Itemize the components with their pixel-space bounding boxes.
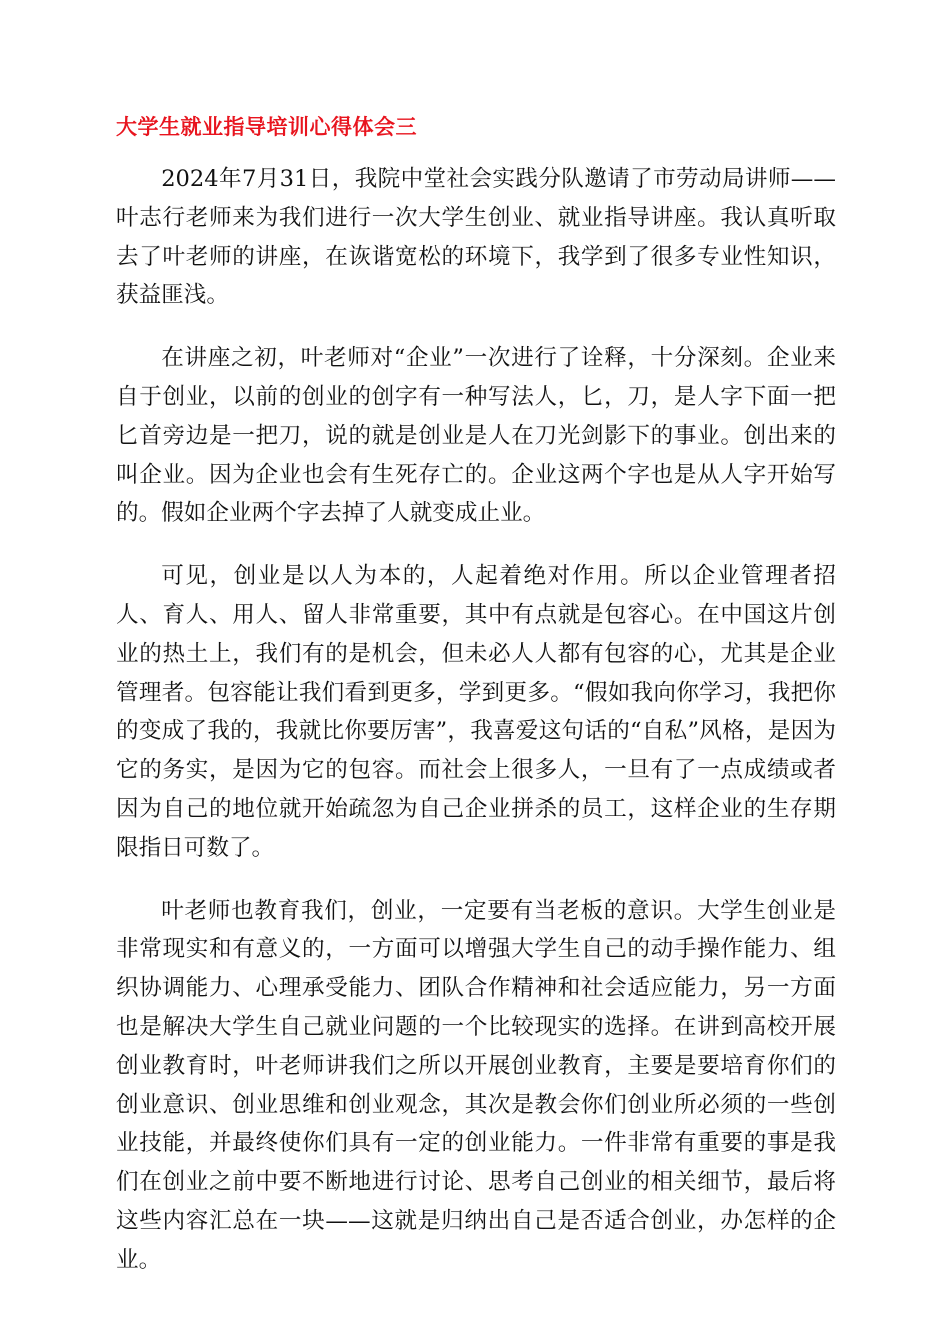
document-body bbox=[116, 110, 836, 1304]
paragraph-4: 叶老师也教育我们，创业，一定要有当老板的意识。大学生创业是非常现实和有意义的，一方面可以增强大学生自己的动手操作能力、组织协调能力、心理承受能力、团队合作精神和社会适应能力，另一方面也是解决大学生自己就业问题的一个比较现实的选择。在讲到高校开展创业教育时，叶老师讲我们之所以开展创业教育，主要是要培育你们的创业意识、创业思维和创业观念，其次是教会你们创业所必须的一些创业技能，并最终使你们具有一定的创业能力。一件非常有重要的事是我们在创业之前中要不断地进行讨论、思考自己创业的相关细节，最后将这些内容汇总在一块——这就是归纳出自己是否适合创业，办怎样的企业。 bbox=[116, 897, 836, 1273]
paragraph-1: 2024年7月31日，我院中堂社会实践分队邀请了市劳动局讲师——叶志行老师来为我们进行一次大学生创业、就业指导讲座。我认真听取去了叶老师的讲座，在诙谐宽松的环境下，我学到了很多专业性知识，获益匪浅。 bbox=[116, 166, 836, 309]
paragraph-2: 在讲座之初，叶老师对“企业”一次进行了诠释，十分深刻。企业来自于创业，以前的创业的创字有一种写法人，匕，刀，是人字下面一把匕首旁边是一把刀，说的就是创业是人在刀光剑影下的事业。创出来的叫企业。因为企业也会有生死存亡的。企业这两个字也是从人字开始写的。假如企业两个字去掉了人就变成止业。 bbox=[116, 345, 836, 527]
paragraph-3: 可见，创业是以人为本的，人起着绝对作用。所以企业管理者招人、育人、用人、留人非常重要，其中有点就是包容心。在中国这片创业的热土上，我们有的是机会，但未必人人都有包容的心，尤其是企业管理者。包容能让我们看到更多，学到更多。“假如我向你学习，我把你的变成了我的，我就比你要厉害”，我喜爱这句话的“自私”风格，是因为它的务实，是因为它的包容。而社会上很多人，一旦有了一点成绩或者因为自己的地位就开始疏忽为自己企业拼杀的员工，这样企业的生存期限指日可数了。 bbox=[116, 563, 836, 861]
document-title: 大学生就业指导培训心得体会三 bbox=[116, 115, 417, 139]
